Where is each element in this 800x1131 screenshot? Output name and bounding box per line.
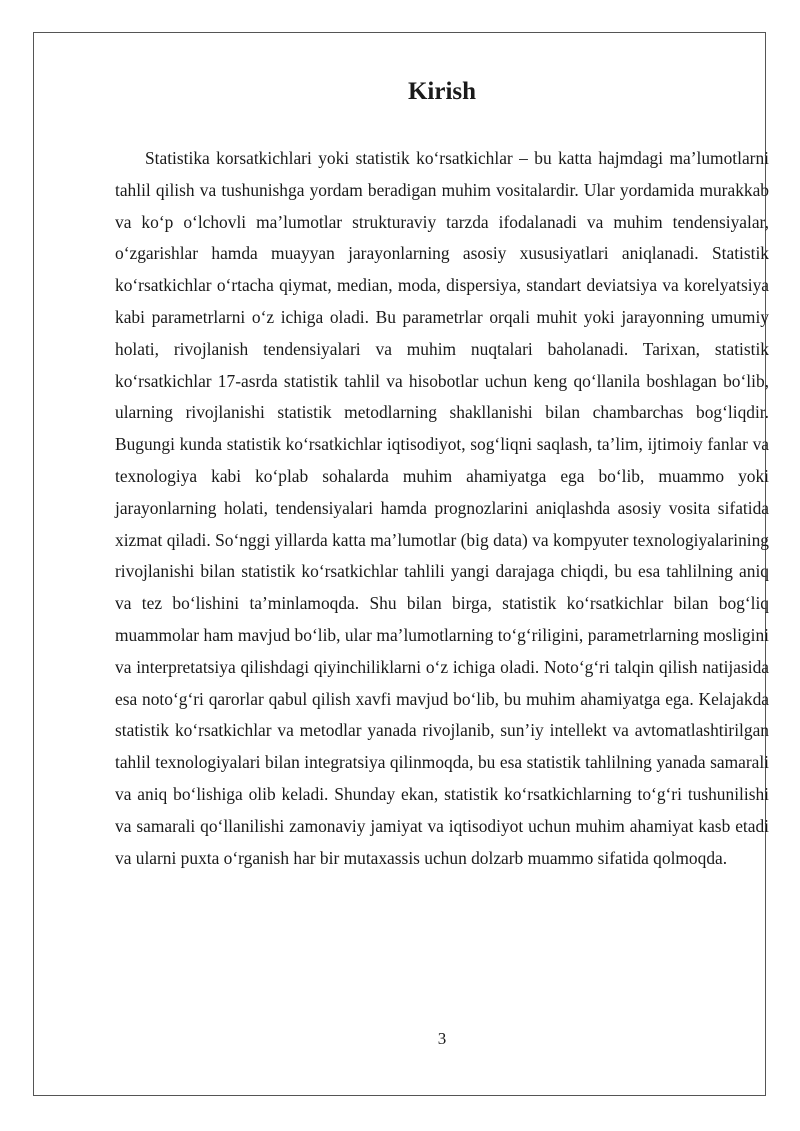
body-paragraph: Statistika korsatkichlari yoki statistik ko‘rsatkichlar – bu katta hajmdagi ma’lumotlarni tahlil qilish va tushunishga yordam beradigan muhim vositalardir. Ular yordamida murakkab va ko‘p o‘lchovli ma’lumotlar strukturaviy tarzda ifodalanadi va muhim tendensiyalar, o‘zgarishlar hamda muayyan jarayonlarning asosiy xususiyatlari aniqlanadi. Statistik ko‘rsatkichlar o‘rtacha qiymat, median, moda, dispersiya, standart deviatsiya va korelyatsiya kabi parametrlarni o‘z ichiga oladi. Bu parametrlar orqali muhit yoki jarayonning umumiy holati, rivojlanish tendensiyalari va muhim nuqtalari baholanadi. Tarixan, statistik ko‘rsatkichlar 17-asrda statistik tahlil va hisobotlar uchun keng qo‘llanila boshlagan bo‘lib, ularning rivojlanishi statistik metodlarning shakllanishi bilan chambarchas bog‘liqdir. Bugungi kunda statistik ko‘rsatkichlar iqtisodiyot, sog‘liqni saqlash, ta’lim, ijtimoiy fanlar va texnologiya kabi ko‘plab sohalarda muhim ahamiyatga ega bo‘lib, muammo yoki jarayonlarning holati, tendensiyalari hamda prognozlarini aniqlashda asosiy vosita sifatida xizmat qiladi. So‘nggi yillarda katta ma’lumotlar (big data) va kompyuter texnologiyalarining rivojlanishi bilan statistik ko‘rsatkichlar tahlili yangi darajaga chiqdi, bu esa tahlilning aniq va tez bo‘lishini ta’minlamoqda. Shu bilan birga, statistik ko‘rsatkichlar bilan bog‘liq muammolar ham mavjud bo‘lib, ular ma’lumotlarning to‘g‘riligini, parametrlarning mosligini va interpretatsiya qilishdagi qiyinchiliklarni o‘z ichiga oladi. Noto‘g‘ri talqin qilish natijasida esa noto‘g‘ri qarorlar qabul qilish xavfi mavjud bo‘lib, bu muhim ahamiyatga ega. Kelajakda statistik ko‘rsatkichlar va metodlar yanada rivojlanib, sun’iy intellekt va avtomatlashtirilgan tahlil texnologiyalari bilan integratsiya qilinmoqda, bu esa statistik tahlilning yanada samarali va aniq bo‘lishiga olib keladi. Shunday ekan, statistik ko‘rsatkichlarning to‘g‘ri tushunilishi va samarali qo‘llanilishi zamonaviy jamiyat va iqtisodiyot uchun muhim ahamiyat kasb etadi va ularni puxta o‘rganish har bir mutaxassis uchun dolzarb muammo sifatida qolmoqda. (115, 148, 769, 868)
page-number: 3 (437, 1029, 447, 1048)
page-title: Kirish (407, 78, 477, 105)
